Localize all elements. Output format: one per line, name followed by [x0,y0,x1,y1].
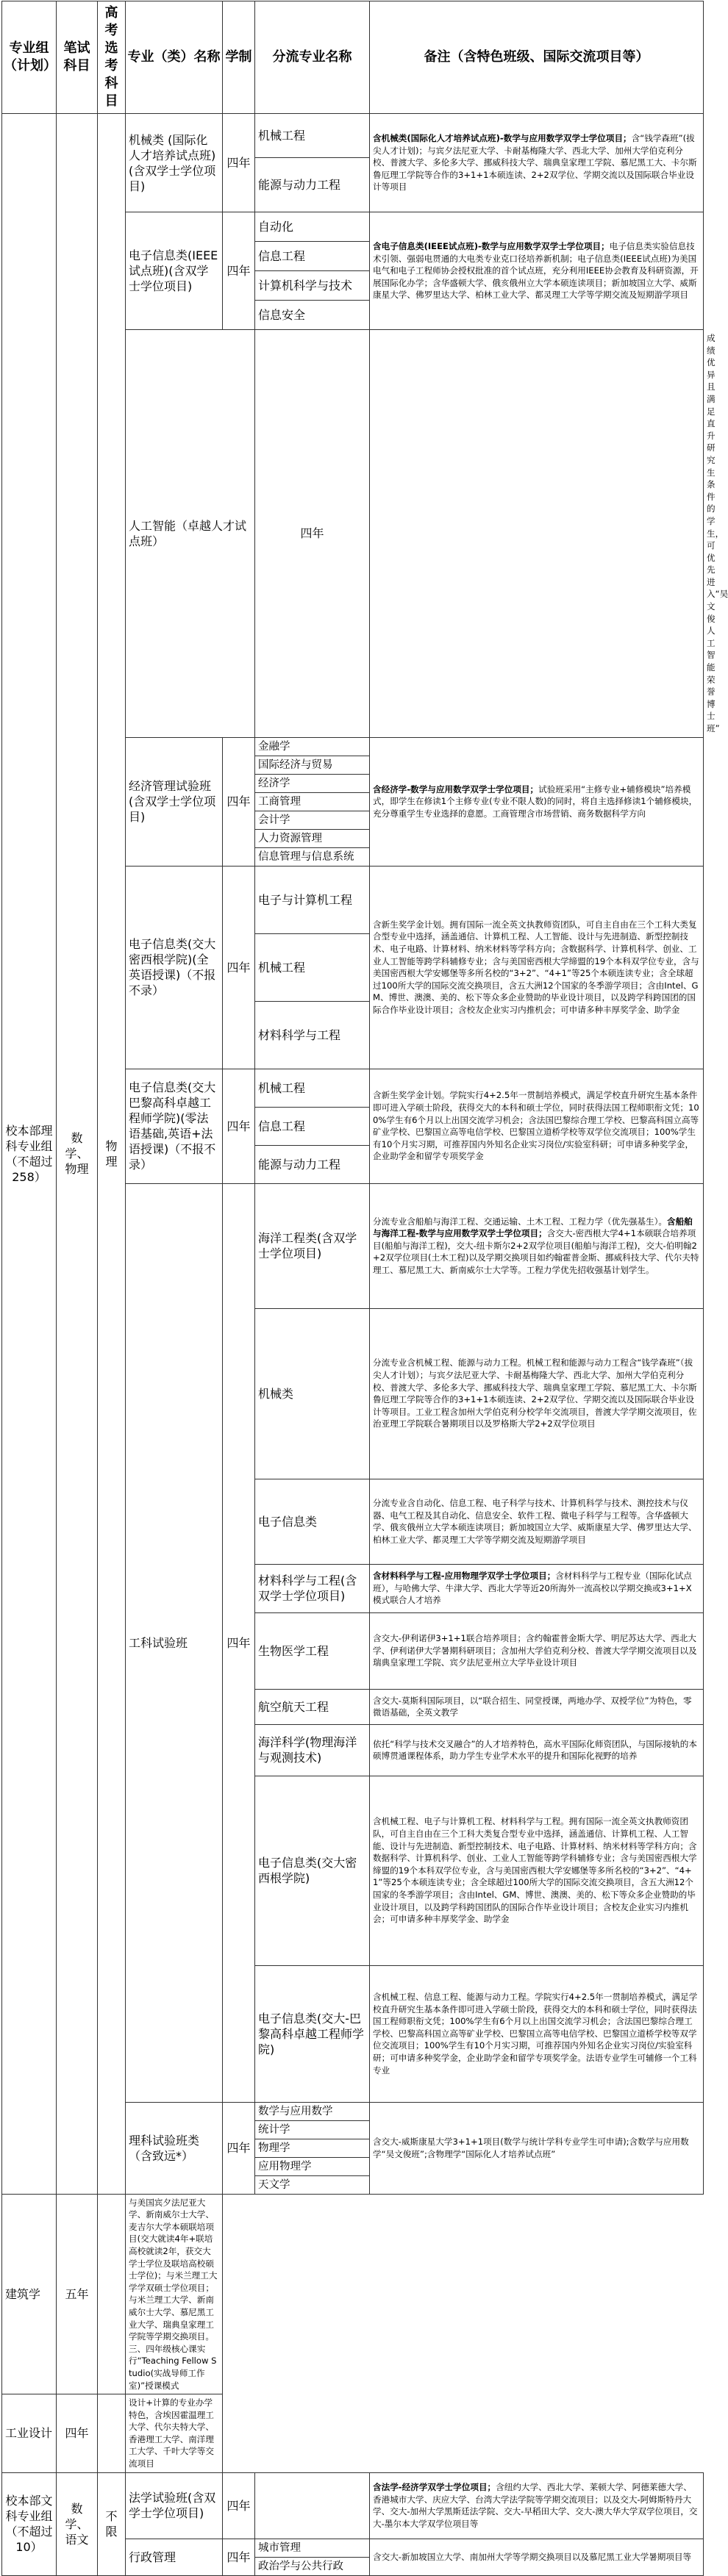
sub-major: 信息管理与信息系统 [255,847,370,866]
major-note [370,1564,704,1612]
sub-major: 能源与动力工程 [255,158,370,212]
major-note [370,114,704,212]
major-note [370,737,704,866]
group-science: 校本部理科专业组（不超过258） [2,114,57,2195]
major-note [370,2472,704,2539]
note-text: 含材料科学与工程专业（国际化试点班），与哈佛大学、牛津大学、西北大学等近20所海外一流高校以学期交换或3+1+X模式联合人才培养 [373,1571,692,1606]
sub-major: 生物医学工程 [255,1612,370,1689]
sub-major: 物理学 [255,2139,370,2157]
note-bold: 含机械类(国际化人才培养试点班)-数学与应用数学双学士学位项目； [373,133,632,144]
sub-major: 天文学 [255,2175,370,2194]
major-name: 法学试验班(含双学士学位项目) [126,2472,223,2539]
major-years: 四年 [223,1183,255,2102]
table-row [2,2194,704,2394]
note-bold: 含经济学-数学与应用数学双学士学位项目； [373,783,539,794]
major-years: 四年 [223,212,255,330]
major-name: 电子信息类(交大密西根学院)(全英语授课)（不报不录） [126,866,223,1069]
major-name: 电子信息类(交大巴黎高科卓越工程师学院)(零法语基础,英语+法语授课)（不报不录） [126,1069,223,1183]
sub-major: 材料科学与工程 [255,1001,370,1069]
sub-major: 机械类 [255,1308,370,1479]
major-name: 理科试验班类（含致远*） [126,2102,223,2194]
sub-major: 电子信息类(交大-巴黎高科卓越工程师学院) [255,1965,370,2102]
note-text: 含交大-莫斯科国际项目，以“联合招生、同堂授课，两地办学、双授学位”为特色，零微语基础，全英文教学 [373,1695,692,1718]
sub-major: 政治学与公共行政 [255,2557,370,2575]
sub-major: 海洋科学(物理海洋与观测技术) [255,1724,370,1776]
major-note [370,212,704,330]
sub-major: 人力资源管理 [255,829,370,847]
sub-major: 能源与动力工程 [255,1145,370,1183]
sub-major: 信息安全 [255,301,370,330]
major-years: 四年 [223,114,255,212]
sub-major: 国际经济与贸易 [255,756,370,774]
major-years: 四年 [223,737,255,866]
major-name: 建筑学 [2,2194,57,2394]
major-note [370,1069,704,1183]
note-text: 试验班采用“主修专业+辅修模块”培养模式，即学生在修读1个主修专业(专业不限人数)的同时，将自主选择修读1个辅修模块，充分尊重学生专业选择的意愿。工商管理含市场营销、商务数据科学方向 [373,783,698,819]
sub-major: 经济学 [255,774,370,792]
written-arts: 数学、语文 [57,2472,98,2575]
note-text: 含“钱学森班”(拔尖人才计划)；与宾夕法尼亚大学、卡耐基梅隆大学、西北大学、加州大学伯克利分校、普渡大学、多伦多大学、挪威科技大学、瑞典皇家理工学院、慕尼黑工大、卡尔斯鲁厄理工学院等合作的3+1+1本硕连读、2+2双学位、学期交流以及国际联合毕业设计等项目 [373,133,697,193]
sub-major: 金融学 [255,737,370,756]
sub-major: 信息工程 [255,242,370,271]
major-note [370,866,704,1069]
note-text: 与美国宾夕法尼亚大学、新南威尔士大学、麦吉尔大学本硕联培项目(交大就读4年+联培高校就读2年，获交大学士学位及联培高校硕士学位)；与米兰理工大学学双硕士学位项目；与米兰理工大学、新南威尔士大学、慕尼黑工业大学、瑞典皇家理工学院等学期交换项目。三、四年级核心课实行“Teaching Fellow Studio(实战导师工作室)”授课模式 [129,2197,218,2391]
sub-major: 电子与计算机工程 [255,866,370,933]
major-years: 四年 [223,2102,255,2194]
note-bold: 含船舶与海洋工程-数学与应用数学双学士学位项目； [373,1216,693,1239]
sub-major: 城市管理 [255,2539,370,2557]
major-years: 四年 [57,2394,98,2473]
header-years: 学制 [223,1,255,114]
sub-major: 会计学 [255,811,370,829]
sub-major-empty [98,2194,126,2394]
major-note [370,1612,704,1689]
header-gaokao: 高考选考科目 [98,1,126,114]
sub-major: 信息工程 [255,1107,370,1145]
note-bold: 含法学-经济学双学士学位项目； [373,2481,496,2492]
note-text: 含交大-伊利诺伊3+1+1联合培养项目；含约翰霍普金斯大学、明尼苏达大学、西北大学、伊利诺伊大学暑期科研项目；含加州大学伯克利分校、普渡大学学期交流项目以及瑞典皇家理工学院、宾夕法尼亚州立大学毕业设计项目 [373,1633,697,1668]
major-name: 机械类 (国际化人才培养试点班)(含双学士学位项目) [126,114,223,212]
group-arts: 校本部文科专业组（不超过10） [2,2472,57,2575]
table-row [2,2394,704,2473]
sub-major: 材料科学与工程(含双学士学位项目) [255,1564,370,1612]
sub-major: 机械工程 [255,1069,370,1107]
note-text: 含纽约大学、西北大学、莱顿大学、阿德莱德大学、香港城市大学、庆应大学、台湾大学法学院等学期交流项目；以及交大-阿姆斯特丹大学、交大-加州大学黑斯廷法学院、交大-早稻田大学、交大-澳大华大学双学位项目，交大-墨尔本大学双学位项目等 [373,2481,698,2529]
note-text: 分流专业含自动化、信息工程、电子科学与技术、计算机科学与技术、测控技术与仪器、电气工程及其自动化、信息安全、软件工程、微电子科学与工程等。含华盛顿大学、俄亥俄州立大学本硕连读项目；新加坡国立大学、威斯康星大学、佛罗里达大学、柏林工业大学、都灵理工大学等学期交流及短期游学项目 [373,1497,697,1545]
major-name: 经济管理试验班(含双学士学位项目) [126,737,223,866]
header-sub: 分流专业名称 [255,1,370,114]
admission-table-page [0,1,728,2572]
note-text: 含交大-密西根大学4+1本硕联合培养项目(船舶与海洋工程)，交大-纽卡斯尔2+2双学位项目(船舶与海洋工程)，交大-伯明翰2+2双学位项目(土木工程)以及学期交换项目如约翰霍普金斯、挪威科技大学、代尔夫特理工、慕尼黑工大、新南威尔士大学等。工程力学优先招收强基计划学生。 [373,1228,699,1275]
header-written: 笔试科目 [57,1,98,114]
sub-major-empty [255,2472,370,2539]
sub-major: 电子信息类 [255,1479,370,1564]
major-name: 工科试验班 [126,1183,223,2102]
written-science: 数学、物理 [57,114,98,2195]
sub-major: 计算机科学与技术 [255,271,370,301]
sub-major: 工商管理 [255,792,370,811]
sub-major: 机械工程 [255,114,370,158]
sub-major: 海洋工程类(含双学士学位项目) [255,1183,370,1308]
header-major: 专业（类）名称 [126,1,223,114]
sub-major: 统计学 [255,2120,370,2139]
sub-major: 机械工程 [255,933,370,1001]
major-years: 四年 [223,2472,255,2539]
major-note [370,1776,704,1965]
major-note [370,1689,704,1724]
major-years: 五年 [57,2194,98,2394]
major-note [370,2539,704,2575]
gaokao-science: 物理 [98,114,126,2195]
major-note [126,2394,223,2473]
major-years: 四年 [255,330,370,738]
major-name: 工业设计 [2,2394,57,2473]
note-text: 依托“科学与技术交叉融合”的人才培养特色，高水平国际化师资团队，与国际接轨的本硕博贯通课程体系，助力学生专业学术水平的提升和国际化视野的培养 [373,1738,697,1762]
major-note [370,1724,704,1776]
major-years: 四年 [223,1069,255,1183]
table-row [2,2472,704,2539]
major-years: 四年 [223,866,255,1069]
header-group: 专业组（计划） [2,1,57,114]
admission-table [1,1,728,2576]
note-text: 含交大-新加坡国立大学、南加州大学等学期交换项目以及慕尼黑工业大学暑期项目等 [373,2551,692,2562]
sub-major: 数学与应用数学 [255,2102,370,2120]
note-bold: 含材料科学与工程-应用物理学双学士学位项目； [373,1571,556,1582]
header-note: 备注（含特色班级、国际交流项目等） [370,1,704,114]
major-name: 行政管理 [126,2539,223,2575]
sub-major: 应用物理学 [255,2157,370,2175]
note-text: 分流专业含机械工程、能源与动力工程。机械工程和能源与动力工程含“钱学森班”（拔尖人才计划）；与宾夕法尼亚大学、卡耐基梅隆大学、西北大学、加州大学伯克利分校、普渡大学、多伦多大学、挪威科技大学、瑞典皇家理工学院、慕尼黑工大、卡尔斯鲁厄理工学院等合作的3+1+1本硕连读、2+2双学位、学期交流以及国际联合毕业设计等项目。工业工程含加州大学伯克利分校学年交流项目，普渡大学学期交流项目，佐治亚理工学院联合暑期项目以及罗格斯大学2+2双学位项目 [373,1357,697,1429]
sub-major: 电子信息类(交大密西根学院) [255,1776,370,1965]
note-text: 含机械工程、电子与计算机工程、材料科学与工程。拥有国际一流全英文执教师资团队，可自主自由在三个工科大类复合型专业中选择，涵盖通信、计算机工程、人工智能、设计与先进制造、新型控制技术、电子电路、计算材料、纳米材料等学科方向；含数据科学、计算机科学、创业、工业人工智能等跨学科辅修专业；含与美国密西根大学缔盟的19个本科双学位专业，含与美国密西根大学安娜堡等多所名校的“3+2”、“4+1”等25个本硕连读专业；含全球超过100所大学的国际交流交换项目，含五大洲12个国家的冬季游学项目；含由Intel、GM、博世、澳澳、美的、松下等众多企业赞助的毕业设计项目，以及跨学科跨国团队的国际合作毕业设计项目；含校友企业实习内推机会；可申请多种丰厚奖学金、助学金 [373,1816,697,1925]
note-text: 含新生奖学金计划。学院实行4+2.5年一贯制培养模式，满足学校直升研究生基本条件即可进入学硕士阶段，获得交大的本科和硕士学位，同时获得法国工程师职衔文凭；100%学生有6个月以上出国交流学习机会；含法国巴黎综合理工学校、巴黎高科国立高等矿业学校、巴黎国立高等电信学校、巴黎国立道桥学校等双学位交流项目；100%学生有10个月实习期，可推荐国内外知名企业实习岗位/实验室科研；可申请多种奖学金，企业助学金和留学专项奖学金 [373,1090,699,1162]
note-text: 含新生奖学金计划。拥有国际一流全英文执教师资团队，可自主自由在三个工科大类复合型专业中选择，涵盖通信、计算机工程、人工智能、设计与先进制造、新型控制技术、电子电路、计算材料、纳米材料等学科方向；含数据科学、计算机科学、创业、工业人工智能等跨学科辅修专业；含与美国密西根大学缔盟的19个本科双学位专业，含与美国密西根大学安娜堡等多所名校的“3+2”、“4+1”等25个本硕连读专业；含全球超过100所大学的国际交流交换项目，含五大洲12个国家的冬季游学项目；含由Intel、GM、博世、澳澳、美的、松下等众多企业赞助的毕业设计项目，以及跨学科跨国团的国际合作毕业设计项目；含校友企业实习内推机会；可申请多种丰厚奖学金、助学金 [373,919,699,1015]
header-row [2,1,704,114]
note-text: 成绩优异且满足直升研究生条件的学生，可优先进入“吴文俊人工智能荣誉博士班” [707,333,728,733]
note-pre: 分流专业含船舶与海洋工程、交通运输、土木工程、工程力学（优先强基生）。 [373,1216,667,1227]
major-name: 人工智能（卓越人才试点班） [126,330,255,738]
table-row [2,114,704,158]
note-text: 含机械工程、信息工程、能源与动力工程。学院实行4+2.5年一贯制培养模式，满足学校直升研究生基本条件即可进入学硕士阶段，获得交大的本科和硕士学位，同时获得法国工程师职衔文凭；100%学生有6个月以上出国交流学习机会；含法国巴黎综合理工学校、巴黎高科国立高等矿业学校、巴黎国立高等电信学校、巴黎国立道桥学校等双学位交流项目；100%学生有10个月实习期，可推荐国内外知名企业实习岗位/实验室科研；可申请多种奖学金，企业助学金和留学专项奖学金。法语专业学生可辅修一个工科专业 [373,1992,698,2075]
sub-major-empty [98,2394,126,2473]
gaokao-arts: 不限 [98,2472,126,2575]
major-note [370,1308,704,1479]
major-name: 电子信息类(IEEE试点班)(含双学士学位项目) [126,212,223,330]
major-note [370,2102,704,2194]
sub-major: 航空航天工程 [255,1689,370,1724]
major-note [370,1183,704,1308]
note-text: 电子信息类实验信息技术引领、强弱电贯通的大电类专业克口径培养新机制；电子信息类(IEEE试点班)为美国电气和电子工程师协会授权批准的首个试点班，充分利用IEEE协会教育及科研资源，开展国际化办学；含华盛顿大学、俄亥俄州立大学本硕连读项目；新加坡国立大学、威斯康星大学、佛罗里达大学、柏林工业大学、都灵理工大学等学期交流及短期游学项目 [373,241,699,301]
note-text: 设计+计算的专业办学特色，含埃因霍温理工大学、代尔夫特大学、香港理工大学、南洋理工大学、千叶大学等交流项目 [129,2397,214,2469]
major-note [370,1479,704,1564]
note-bold: 含电子信息类(IEEE试点班)-数学与应用数学双学士学位项目； [373,241,610,252]
major-note [370,1965,704,2102]
note-text: 含交大-威斯康星大学3+1+1项目(数学与统计学科专业学生可申请);含数学与应用数学“吴文俊班”;含物理学“国际化人才培养试点班” [373,2136,689,2159]
major-years: 四年 [223,2539,255,2575]
sub-major: 自动化 [255,212,370,242]
major-note [126,2194,223,2394]
sub-major-empty [370,330,704,738]
